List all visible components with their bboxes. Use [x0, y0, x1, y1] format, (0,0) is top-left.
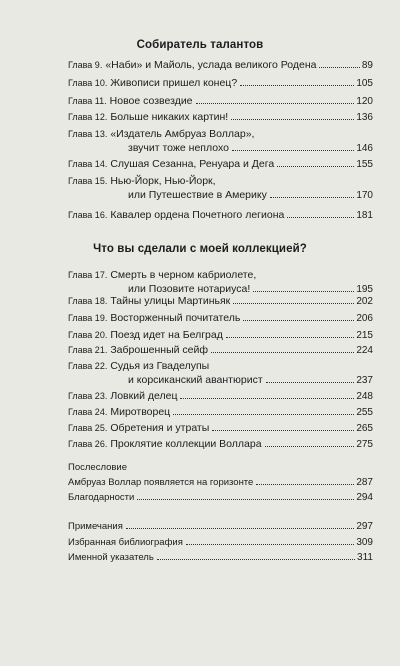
back-matter-title: Амбруаз Воллар появляется на горизонте [68, 477, 254, 488]
chapter-title: Проклятие коллекции Воллара [110, 438, 262, 450]
page-number: 170 [356, 190, 373, 201]
toc-entry-line [68, 268, 373, 282]
chapter-number: Глава 25. [68, 423, 108, 433]
chapter-title: Обретения и утраты [110, 422, 210, 434]
chapter-number: Глава 15. [68, 176, 108, 186]
toc-entry-line [68, 294, 373, 309]
dot-leader [319, 67, 359, 68]
back-matter-item[interactable] [68, 491, 373, 505]
chapter-title: или Позовите нотариуса! [128, 283, 251, 295]
toc-entry-line [68, 551, 373, 565]
toc-entry[interactable] [68, 58, 373, 73]
toc-entry[interactable] [68, 294, 373, 309]
page-number: 237 [356, 375, 373, 386]
toc-entry-line [68, 491, 373, 505]
back-matter-item[interactable] [68, 536, 373, 550]
toc-entry-line [68, 208, 373, 223]
dot-leader [186, 544, 354, 545]
dot-leader [196, 103, 355, 104]
page-number: 294 [356, 492, 373, 503]
chapter-number: Глава 17. [68, 270, 108, 280]
page-number: 311 [357, 552, 373, 563]
dot-leader [277, 166, 354, 167]
page-number: 195 [356, 284, 373, 295]
chapter-title: «Издатель Амбруаз Воллар», [110, 128, 255, 140]
chapter-title: Восторженный почитатель [110, 312, 241, 324]
chapter-title: звучит тоже неплохо [128, 142, 229, 154]
toc-entry-line [68, 58, 373, 73]
section-title-collection: Что вы сделали с моей коллекцией? [93, 243, 307, 255]
chapter-title: «Наби» и Майоль, услада великого Родена [105, 59, 317, 71]
chapter-title: Кавалер ордена Почетного легиона [110, 209, 285, 221]
dot-leader [265, 446, 355, 447]
page-number: 89 [361, 60, 373, 71]
chapter-number: Глава 23. [68, 391, 108, 401]
dot-leader [137, 499, 354, 500]
toc-entry-line [68, 76, 373, 91]
page-number: 224 [356, 345, 373, 356]
chapter-title: Судья из Гваделупы [110, 360, 210, 372]
page-number: 105 [356, 78, 373, 89]
toc-entry[interactable] [68, 343, 373, 358]
toc-entry[interactable] [68, 76, 373, 91]
toc-entry-line [68, 343, 373, 358]
dot-leader [211, 352, 354, 353]
chapter-number: Глава 24. [68, 407, 108, 417]
dot-leader [232, 150, 354, 151]
toc-entry-line [68, 520, 373, 534]
dot-leader [212, 430, 354, 431]
dot-leader [256, 484, 354, 485]
page-number: 287 [356, 477, 373, 488]
toc-entry[interactable] [68, 174, 373, 203]
page-number: 202 [356, 296, 373, 307]
chapter-title: Миротворец [110, 406, 171, 418]
toc-entry-line [68, 359, 373, 373]
back-matter-item[interactable] [68, 520, 373, 534]
dot-leader [231, 119, 354, 120]
toc-entry-line [68, 188, 373, 203]
dot-leader [173, 414, 354, 415]
chapter-number: Глава 14. [68, 159, 108, 169]
back-matter-item[interactable] [68, 551, 373, 565]
chapter-title: Ловкий делец [110, 390, 178, 402]
toc-entry-line [68, 311, 373, 326]
chapter-number: Глава 16. [68, 210, 108, 220]
toc-entry-line [68, 141, 373, 156]
chapter-number: Глава 12. [68, 112, 108, 122]
afterword-heading: Послесловие [68, 462, 128, 473]
chapter-title: и корсиканский авантюрист [128, 374, 263, 386]
chapter-number: Глава 19. [68, 313, 108, 323]
toc-entry[interactable] [68, 389, 373, 404]
toc-entry-line [68, 437, 373, 452]
toc-entry[interactable] [68, 157, 373, 172]
dot-leader [180, 398, 354, 399]
page-number: 155 [356, 159, 373, 170]
toc-entry[interactable] [68, 437, 373, 452]
dot-leader [226, 337, 354, 338]
dot-leader [266, 382, 355, 383]
chapter-title: Нью-Йорк, Нью-Йорк, [110, 175, 216, 187]
back-matter-title: Именной указатель [68, 552, 154, 563]
back-matter-title: Примечания [68, 521, 123, 532]
toc-entry[interactable] [68, 421, 373, 436]
chapter-number: Глава 11. [68, 96, 107, 106]
chapter-title: Тайны улицы Мартиньяк [110, 295, 231, 307]
toc-entry-line [68, 174, 373, 188]
dot-leader [287, 217, 354, 218]
toc-entry-line [68, 157, 373, 172]
page-number: 136 [356, 112, 373, 123]
toc-entry-line [68, 94, 373, 109]
chapter-title: Новое созвездие [109, 95, 193, 107]
chapter-title: Слушая Сезанна, Ренуара и Дега [110, 158, 275, 170]
toc-entry-line [68, 476, 373, 490]
page-number: 309 [356, 537, 373, 548]
chapter-number: Глава 9. [68, 60, 103, 70]
toc-entry[interactable] [68, 268, 373, 297]
page-number: 215 [356, 330, 373, 341]
page-number: 275 [356, 439, 373, 450]
toc-entry-line [68, 405, 373, 420]
toc-entry[interactable] [68, 311, 373, 326]
section-title-talents: Собиратель талантов [136, 39, 264, 51]
toc-entry[interactable] [68, 208, 373, 223]
page-number: 146 [356, 143, 373, 154]
chapter-number: Глава 10. [68, 78, 108, 88]
chapter-number: Глава 26. [68, 439, 108, 449]
toc-entry[interactable] [68, 127, 373, 156]
chapter-number: Глава 13. [68, 129, 108, 139]
chapter-number: Глава 18. [68, 296, 108, 306]
toc-entry-line [68, 389, 373, 404]
page-number: 248 [356, 391, 373, 402]
chapter-title: Живописи пришел конец? [110, 77, 238, 89]
dot-leader [270, 197, 354, 198]
toc-entry-line [68, 127, 373, 141]
chapter-title: Больше никаких картин! [110, 111, 229, 123]
page-number: 120 [356, 96, 373, 107]
chapter-title: или Путешествие в Америку [128, 189, 267, 201]
toc-entry[interactable] [68, 110, 373, 125]
dot-leader [157, 559, 355, 560]
dot-leader [233, 303, 354, 304]
toc-entry[interactable] [68, 359, 373, 388]
toc-entry-line [68, 421, 373, 436]
back-matter-title: Избранная библиография [68, 537, 183, 548]
chapter-number: Глава 20. [68, 330, 108, 340]
back-matter-item[interactable] [68, 476, 373, 490]
chapter-title: Смерть в черном кабриолете, [110, 269, 257, 281]
dot-leader [253, 291, 354, 292]
chapter-title: Заброшенный сейф [110, 344, 208, 356]
page-number: 265 [356, 423, 373, 434]
page-number: 255 [356, 407, 373, 418]
chapter-number: Глава 22. [68, 361, 108, 371]
chapter-number: Глава 21. [68, 345, 108, 355]
toc-entry[interactable] [68, 328, 373, 343]
dot-leader [243, 320, 354, 321]
toc-entry-line [68, 328, 373, 343]
toc-entry-line [68, 536, 373, 550]
back-matter-title: Благодарности [68, 492, 135, 503]
toc-entry[interactable] [68, 405, 373, 420]
toc-entry-line [68, 373, 373, 388]
page-number: 181 [356, 210, 373, 221]
chapter-title: Поезд идет на Белград [110, 329, 223, 341]
toc-entry[interactable] [68, 94, 373, 109]
dot-leader [126, 528, 354, 529]
toc-entry-line [68, 110, 373, 125]
page-number: 297 [356, 521, 373, 532]
page-number: 206 [356, 313, 373, 324]
dot-leader [240, 85, 354, 86]
